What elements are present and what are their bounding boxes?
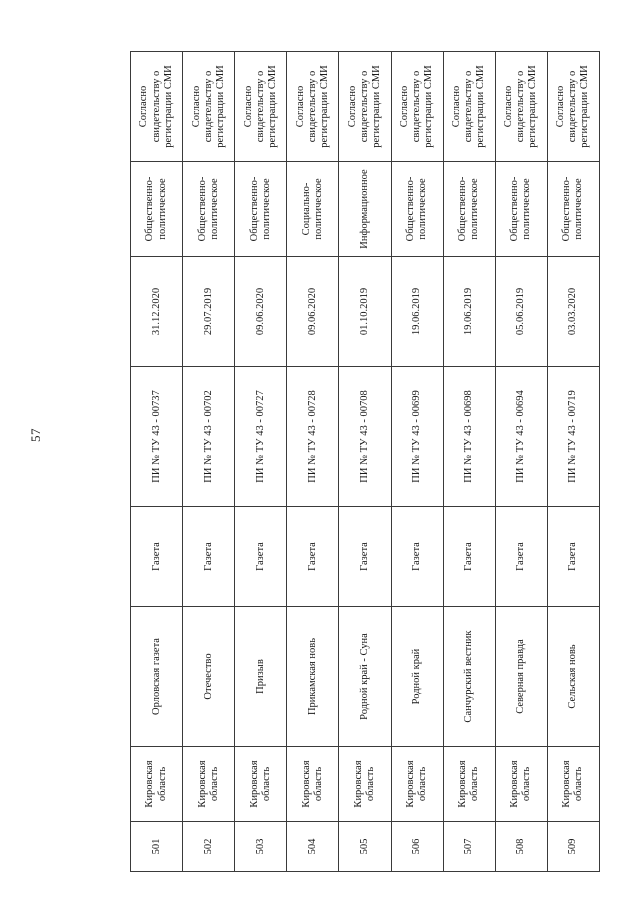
cell-date: 09.06.2020 xyxy=(287,257,339,367)
cell-number: 508 xyxy=(495,822,547,872)
table-row xyxy=(183,52,235,872)
cell-region: Кировская область xyxy=(547,747,599,822)
rotated-table-wrapper xyxy=(130,52,600,872)
cell-registration: ПИ № ТУ 43 - 00719 xyxy=(547,367,599,507)
table-row xyxy=(495,52,547,872)
table-stage xyxy=(65,65,640,855)
table-row xyxy=(339,52,391,872)
cell-region: Кировская область xyxy=(183,747,235,822)
cell-region: Кировская область xyxy=(495,747,547,822)
cell-type: Газета xyxy=(287,507,339,607)
cell-title: Призыв xyxy=(235,607,287,747)
cell-number: 501 xyxy=(131,822,183,872)
cell-region: Кировская область xyxy=(391,747,443,822)
cell-number: 502 xyxy=(183,822,235,872)
media-registry-table xyxy=(130,51,600,872)
cell-type: Газета xyxy=(391,507,443,607)
cell-region: Кировская область xyxy=(339,747,391,822)
table-row xyxy=(235,52,287,872)
cell-number: 503 xyxy=(235,822,287,872)
cell-title: Прикамская новь xyxy=(287,607,339,747)
cell-registration: ПИ № ТУ 43 - 00737 xyxy=(131,367,183,507)
cell-type: Газета xyxy=(443,507,495,607)
cell-number: 504 xyxy=(287,822,339,872)
table-row xyxy=(547,52,599,872)
table-row xyxy=(443,52,495,872)
cell-title: Отечество xyxy=(183,607,235,747)
cell-title: Орловская газета xyxy=(131,607,183,747)
cell-region: Кировская область xyxy=(287,747,339,822)
cell-subject: Общественно-политическое xyxy=(391,162,443,257)
cell-region: Кировская область xyxy=(443,747,495,822)
page-number: 57 xyxy=(28,428,43,442)
cell-type: Газета xyxy=(339,507,391,607)
cell-number: 507 xyxy=(443,822,495,872)
cell-title: Северная правда xyxy=(495,607,547,747)
cell-note: Согласно свидетельству о регистрации СМИ xyxy=(131,52,183,162)
cell-registration: ПИ № ТУ 43 - 00727 xyxy=(235,367,287,507)
cell-subject: Общественно-политическое xyxy=(131,162,183,257)
cell-note: Согласно свидетельству о регистрации СМИ xyxy=(391,52,443,162)
cell-region: Кировская область xyxy=(235,747,287,822)
cell-subject: Общественно-политическое xyxy=(495,162,547,257)
registry-body xyxy=(131,52,600,872)
cell-subject: Общественно-политическое xyxy=(183,162,235,257)
cell-date: 19.06.2019 xyxy=(391,257,443,367)
cell-date: 05.06.2019 xyxy=(495,257,547,367)
cell-title: Сельская новь xyxy=(547,607,599,747)
cell-subject: Общественно-политическое xyxy=(443,162,495,257)
cell-note: Согласно свидетельству о регистрации СМИ xyxy=(339,52,391,162)
cell-date: 03.03.2020 xyxy=(547,257,599,367)
cell-number: 505 xyxy=(339,822,391,872)
cell-type: Газета xyxy=(547,507,599,607)
cell-date: 01.10.2019 xyxy=(339,257,391,367)
table-row xyxy=(391,52,443,872)
cell-subject: Общественно-политическое xyxy=(235,162,287,257)
cell-region: Кировская область xyxy=(131,747,183,822)
cell-type: Газета xyxy=(495,507,547,607)
cell-note: Согласно свидетельству о регистрации СМИ xyxy=(495,52,547,162)
cell-date: 31.12.2020 xyxy=(131,257,183,367)
cell-date: 09.06.2020 xyxy=(235,257,287,367)
table-row xyxy=(131,52,183,872)
cell-subject: Социально-политическое xyxy=(287,162,339,257)
cell-number: 506 xyxy=(391,822,443,872)
cell-subject: Информационное xyxy=(339,162,391,257)
cell-type: Газета xyxy=(183,507,235,607)
cell-note: Согласно свидетельству о регистрации СМИ xyxy=(183,52,235,162)
cell-registration: ПИ № ТУ 43 - 00694 xyxy=(495,367,547,507)
cell-title: Родной край - Суна xyxy=(339,607,391,747)
cell-type: Газета xyxy=(235,507,287,607)
cell-date: 19.06.2019 xyxy=(443,257,495,367)
cell-note: Согласно свидетельству о регистрации СМИ xyxy=(547,52,599,162)
cell-note: Согласно свидетельству о регистрации СМИ xyxy=(443,52,495,162)
cell-note: Согласно свидетельству о регистрации СМИ xyxy=(235,52,287,162)
cell-registration: ПИ № ТУ 43 - 00708 xyxy=(339,367,391,507)
cell-registration: ПИ № ТУ 43 - 00728 xyxy=(287,367,339,507)
cell-registration: ПИ № ТУ 43 - 00698 xyxy=(443,367,495,507)
cell-subject: Общественно-политическое xyxy=(547,162,599,257)
cell-title: Родной край xyxy=(391,607,443,747)
cell-title: Санчурский вестник xyxy=(443,607,495,747)
cell-registration: ПИ № ТУ 43 - 00699 xyxy=(391,367,443,507)
cell-registration: ПИ № ТУ 43 - 00702 xyxy=(183,367,235,507)
cell-note: Согласно свидетельству о регистрации СМИ xyxy=(287,52,339,162)
cell-date: 29.07.2019 xyxy=(183,257,235,367)
cell-number: 509 xyxy=(547,822,599,872)
cell-type: Газета xyxy=(131,507,183,607)
table-row xyxy=(287,52,339,872)
